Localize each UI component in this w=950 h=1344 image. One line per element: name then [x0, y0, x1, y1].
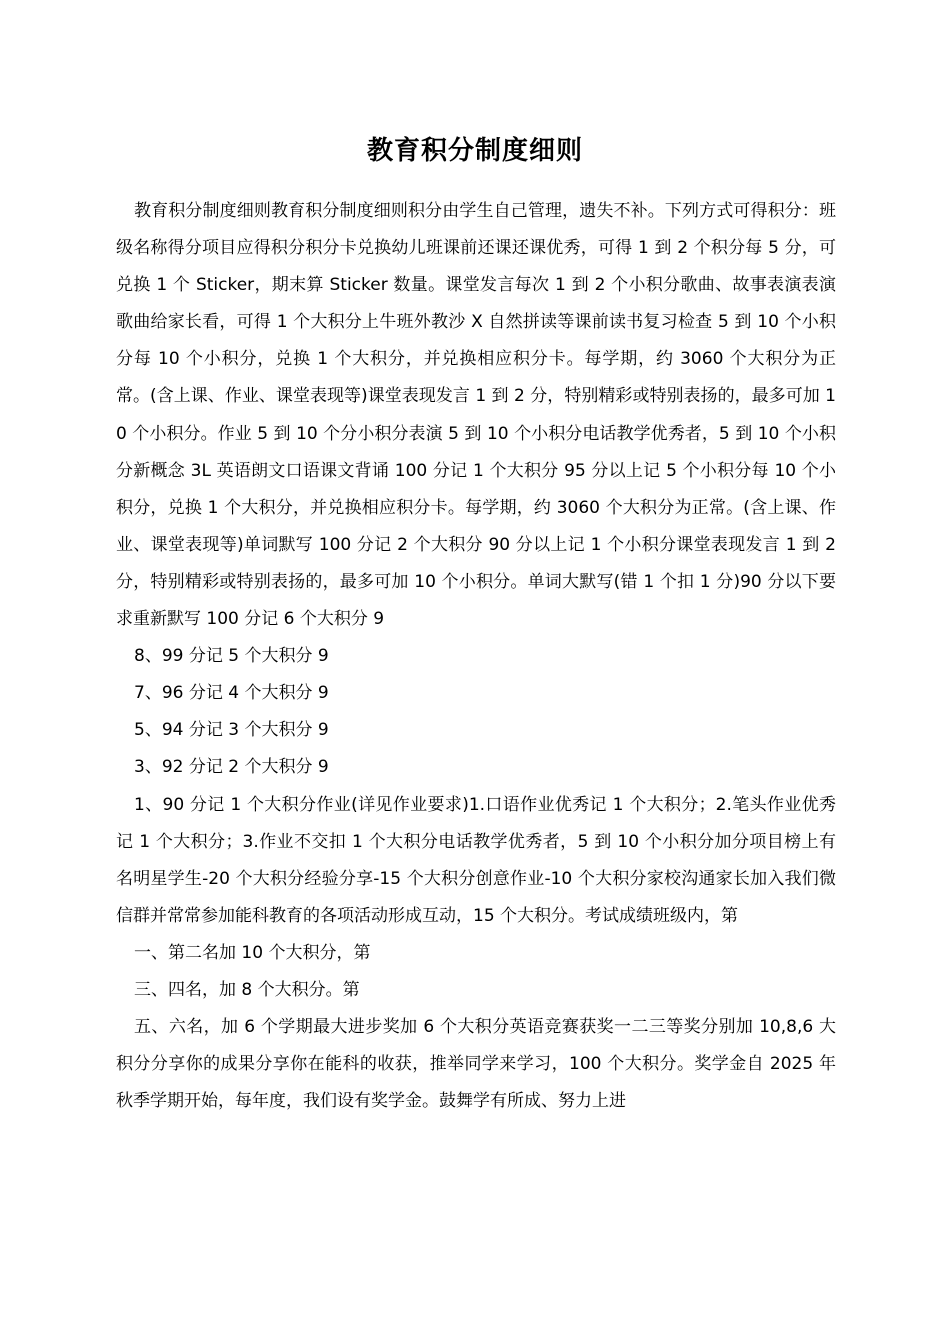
paragraph-item: 一、第二名加 10 个大积分，第 [134, 942, 371, 963]
paragraph-intro: 教育积分制度细则教育积分制度细则积分由学生自己管理，遗失不补。下列方式可得积分：班级名称得分项目应得积分积分卡兑换幼儿班课前还课还课优秀，可得 1 到 2 个积分每 5 分，可兑换 1 个 Sticker，期末算 Sticker 数量。课堂发言每次 1 到 2 个小积分歌曲、故事表演表演歌曲给家长看，可得 1 个大积分上牛班外教沙 X 自然拼读等课前读书复习检查 5 到 10 个小积分每 10 个小积分，兑换 1 个大积分，并兑换相应积分卡。每学期，约 3060 个大积分为正常。(含上课、作业、课堂表现等)课堂表现发言 1 到 2 分，特别精彩或特别表扬的，最多可加 10 个小积分。作业 5 到 10 个分小积分表演 5 到 10 个小积分电话教学优秀者，5 到 10 个小积分新概念 3L 英语朗文口语课文背诵 100 分记 1 个大积分 95 分以上记 5 个小积分每 10 个小积分，兑换 1 个大积分，并兑换相应积分卡。每学期，约 3060 个大积分为正常。(含上课、作业、课堂表现等)单词默写 100 分记 2 个大积分 90 分以上记 1 个小积分课堂表现发言 1 到 2 分，特别精彩或特别表扬的，最多可加 10 个小积分。单词大默写(错 1 个扣 1 分)90 分以下要求重新默写 100 分记 6 个大积分 9 [116, 201, 836, 630]
document-body [116, 193, 836, 1120]
paragraph-item: 3、92 分记 2 个大积分 9 [134, 757, 329, 778]
paragraph-item: 7、96 分记 4 个大积分 9 [134, 683, 329, 704]
document-title: 教育积分制度细则 [366, 136, 583, 166]
paragraph-item: 8、99 分记 5 个大积分 9 [134, 646, 329, 667]
paragraph-homework: 1、90 分记 1 个大积分作业(详见作业要求)1.口语作业优秀记 1 个大积分；2.笔头作业优秀记 1 个大积分；3.作业不交扣 1 个大积分电话教学优秀者，5 到 10 个小积分加分项目榜上有名明星学生-20 个大积分经验分享-15 个大积分创意作业-10 个大积分家校沟通家长加入我们微信群并常常参加能科教育的各项活动形成互动，15 个大积分。考试成绩班级内，第 [116, 794, 836, 926]
paragraph-item: 5、94 分记 3 个大积分 9 [134, 720, 329, 741]
paragraph-awards: 五、六名，加 6 个学期最大进步奖加 6 个大积分英语竞赛获奖一二三等奖分别加 10,8,6 大积分分享你的成果分享你在能科的收获，推举同学来学习，100 个大积分。奖学金自 2025 年秋季学期开始，每年度，我们设有奖学金。鼓舞学有所成、努力上进 [116, 1017, 836, 1112]
paragraph-item: 三、四名，加 8 个大积分。第 [134, 979, 360, 1000]
